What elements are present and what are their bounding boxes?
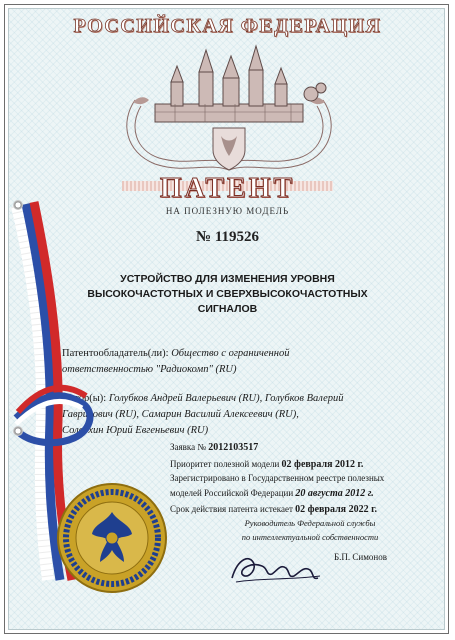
- document-title: ПАТЕНТ: [159, 173, 296, 204]
- application-value: 2012103517: [208, 442, 259, 453]
- registration-label: моделей Российской Федерации: [170, 487, 294, 498]
- validity-value: 02 февраля 2022 г.: [295, 504, 377, 515]
- document-subtitle: НА ПОЛЕЗНУЮ МОДЕЛЬ: [165, 206, 290, 216]
- kremlin-emblem-icon: [115, 42, 343, 180]
- patent-holder: [62, 346, 402, 378]
- signatory-title-line: Руководитель Федеральной службы: [244, 518, 376, 528]
- signatory-title-line: по интеллектуальной собственности: [241, 531, 379, 542]
- authors-names: Голубков Андрей Валерьевич (RU), Голубков Валерий: [108, 393, 344, 404]
- signatory-name: Б.П. Симонов: [334, 552, 387, 562]
- signatory-title: [200, 517, 420, 544]
- validity-date: [170, 502, 415, 517]
- validity-label: Срок действия патента истекает: [170, 504, 293, 514]
- registration-value: 20 августа 2012 г.: [295, 487, 374, 499]
- handwritten-signature-icon: [228, 548, 323, 588]
- gold-seal-icon: [56, 482, 168, 594]
- registration-date: [170, 472, 415, 501]
- authors-label: Автор(ы):: [62, 393, 107, 404]
- holder-name-continued: ответственностью "Радиокомп" (RU): [62, 363, 237, 375]
- grommet-bottom-icon: [13, 426, 23, 436]
- invention-title-line: ВЫСОКОЧАСТОТНЫХ И СВЕРХВЫСОКОЧАСТОТНЫХ: [87, 288, 368, 301]
- patent-authors: [62, 391, 402, 438]
- invention-title-line: СИГНАЛОВ: [197, 303, 258, 316]
- authors-names-continued: Солоухин Юрий Евгеньевич (RU): [62, 424, 209, 436]
- invention-title-line: УСТРОЙСТВО ДЛЯ ИЗМЕНЕНИЯ УРОВНЯ: [120, 273, 335, 285]
- patent-number: № 119526: [196, 229, 259, 245]
- coat-of-arms-icon: [213, 128, 245, 170]
- priority-value: 02 февраля 2012 г.: [281, 459, 364, 470]
- grommet-top-icon: [13, 200, 23, 210]
- application-label: Заявка №: [170, 442, 206, 452]
- country-heading: РОССИЙСКАЯ ФЕДЕРАЦИЯ: [73, 15, 382, 37]
- registration-line: Зарегистрировано в Государственном реестре полезных: [170, 473, 385, 483]
- priority-label: Приоритет полезной модели: [170, 459, 280, 469]
- authors-names-continued: Гаврилович (RU), Самарин Василий Алексеевич (RU),: [62, 408, 299, 420]
- holder-label: Патентообладатель(ли):: [62, 348, 169, 359]
- invention-title: [40, 272, 415, 318]
- application-number: [170, 440, 415, 455]
- priority-date: [170, 457, 415, 472]
- holder-name: Общество с ограниченной: [171, 348, 290, 359]
